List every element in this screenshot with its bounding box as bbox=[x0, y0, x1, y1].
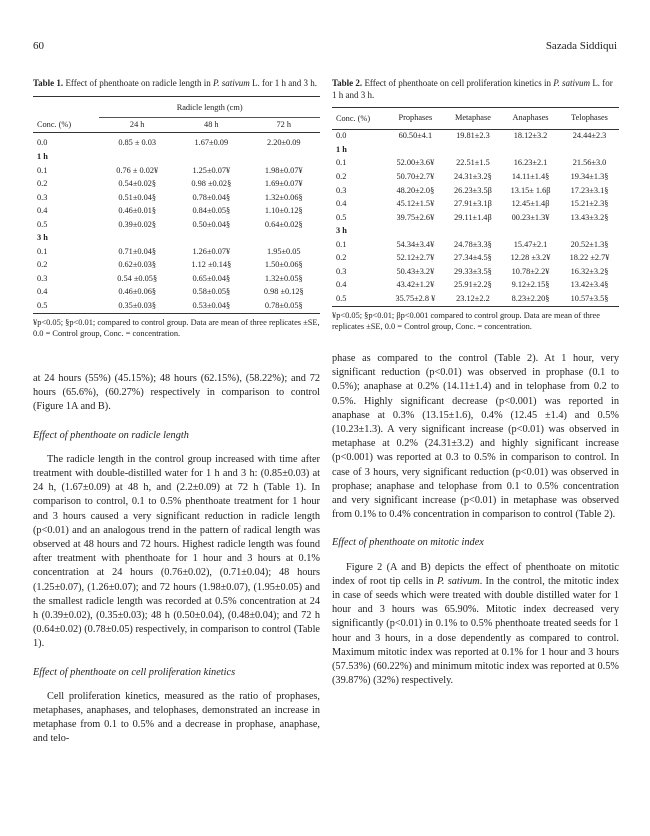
table-row: 0.2 50.70±2.7¥ 24.31±3.2§ 14.11±1.4§ 19.34±1.3§ bbox=[336, 171, 609, 181]
table1-block bbox=[33, 78, 320, 339]
table-row: 0.5 35.75±2.8 ¥ 23.12±2.2 8.23±2.20§ 10.57±3.5§ bbox=[332, 292, 619, 306]
table2-footnote: ¥p<0.05; §p<0.01; βp<0.001 compared to control group. Data are mean of three replicates ±SE, 0.0 = Control group, Conc. = concentration. bbox=[332, 310, 600, 331]
table1-col-conc: Conc. (%) bbox=[37, 119, 72, 129]
table-group-label: 1 h bbox=[37, 151, 48, 161]
table-row: 0.3 48.20±2.0§ 26.23±3.5β 13.15± 1.6β 17.23±3.1§ bbox=[336, 185, 609, 195]
table2-caption: Table 2. Effect of phenthoate on cell proliferation kinetics in P. sativum L. for 1 h and 3 h. bbox=[332, 78, 613, 100]
table-row: 0.4 45.12±1.5¥ 27.91±3.1β 12.45±1.4β 15.21±2.3§ bbox=[336, 199, 609, 209]
paragraph: Cell proliferation kinetics, measured as the ratio of prophases, metaphases, anaphases, and telophases, demonstrated an increase in metaphase from 0.1 to 0.5% and a decrease in prophase, anaphase, and telo- bbox=[33, 690, 320, 745]
table2-col-metaphase: Metaphase bbox=[454, 113, 491, 123]
table-row: 0.5 0.39±0.02§ 0.50±0.04§ 0.64±0.02§ bbox=[37, 219, 303, 229]
table1-col-48: 48 h bbox=[204, 120, 219, 130]
table1-caption: Table 1. Effect of phenthoate on radicle length in P. sativum L. for 1 h and 3 h. bbox=[33, 78, 318, 88]
table-group-label: 3 h bbox=[336, 226, 347, 236]
table1-span-header: Radicle length (cm) bbox=[99, 96, 320, 117]
running-author: Sazada Siddiqui bbox=[545, 40, 617, 52]
page-number: 60 bbox=[33, 40, 44, 52]
table-row: 0.1 52.00±3.6¥ 22.51±1.5 16.23±2.1 21.56±3.0 bbox=[336, 158, 607, 168]
table-row: 0.0 0.85 ± 0.03 1.67±0.09 2.20±0.09 bbox=[37, 138, 301, 148]
table-row: 0.3 0.51±0.04§ 0.78±0.04§ 1.32±0.06§ bbox=[37, 192, 303, 202]
table1-col-24: 24 h bbox=[129, 120, 145, 130]
table2-col-anaphases: Anaphases bbox=[512, 113, 549, 123]
table-row: 0.1 0.71±0.04§ 1.26±0.07¥ 1.95±0.05 bbox=[37, 246, 301, 256]
section-heading-kinetics: Effect of phenthoate on cell proliferation kinetics bbox=[33, 666, 236, 678]
table2 bbox=[332, 107, 619, 306]
paragraph: The radicle length in the control group increased with time after treatment with double-distilled water for 1 h and 3 h: (0.85±0.03) at 24 h, (1.67±0.09) at 48 h, and (2.2±0.09) at 72 h (Table 1). In comparison to control, 0.1 to 0.5% phenthoate treatment for 1 hour and 3 hours caused a very significant reduction in radicle length (p<0.01) and an analogous trend in the pattern of radical length was observed at 48 hours and 72 hours. Highest radicle length was found after treatment with phenthoate for 1 hour and 3 hours at 0.1% concentration at 24 hours (0.76±0.02), (0.71±0.04); 48 hours (1.25±0.07), (1.26±0.07); and 72 hours (1.98±0.07), (1.95±0.05) and the smallest radicle length was recorded at 0.5% concentration at 24 h (0.39±0.02), (0.35±0.03); 48 h (0.50±0.04), (0.48±0.04); and 72 h (0.64±0.02) (0.78±0.05) respectively, in comparison to control (Table 1). bbox=[33, 453, 320, 650]
table-row: 0.1 0.76 ± 0.02¥ 1.25±0.07¥ 1.98±0.07¥ bbox=[37, 165, 303, 175]
table1 bbox=[33, 96, 320, 314]
section-heading-radicle: Effect of phenthoate on radicle length bbox=[33, 429, 189, 441]
table-row: 0.4 0.46±0.06§ 0.58±0.05§ 0.98 ±0.12§ bbox=[37, 287, 304, 297]
table2-col-telophases: Telophases bbox=[571, 113, 608, 123]
paragraph: Figure 2 (A and B) depicts the effect of phenthoate on mitotic index of root tip cells in P. sativum. In the control, the mitotic index in case of seeds which were treated with double distilled water for 1 hour and 3 hours was 65.90%. Mitotic index decreased very significantly (p<0.01) in 0.1% to 0.5% phenthoate treated seeds for 1 hour and 3 hours, in a dose dependently as compared to control. Maximum mitotic index was reported at 0.1% for 1 hour and 3 hours (57.53%) (60.22%) and minimum mitotic index was reported at 0.5% (39.87%) (32%) respectively. bbox=[332, 561, 619, 687]
table-row: 0.5 0.35±0.03§ 0.53±0.04§ 0.78±0.05§ bbox=[33, 299, 320, 313]
paragraph: at 24 hours (55%) (45.15%); 48 hours (62.15%), (58.22%); and 72 hours (65.6%), (60.27%) respectively in comparison to control (Figure 1A and B). bbox=[33, 373, 320, 413]
table-row: 0.5 39.75±2.6¥ 29.11±1.4β 00.23±1.3¥ 13.43±3.2§ bbox=[336, 212, 609, 222]
table-row: 0.2 0.54±0.02§ 0.98 ±0.02§ 1.69±0.07¥ bbox=[37, 179, 303, 189]
table-row: 0.3 50.43±3.2¥ 29.33±3.5§ 10.78±2.2¥ 16.32±3.2§ bbox=[336, 266, 609, 276]
table-row: 0.4 43.42±1.2¥ 25.91±2.2§ 9.12±2.15§ 13.42±3.4§ bbox=[336, 280, 609, 290]
page-header bbox=[33, 40, 617, 56]
table-row: 0.2 52.12±2.7¥ 27.34±4.5§ 12.28 ±3.2¥ 18.22 ±2.7¥ bbox=[336, 253, 610, 263]
table-group-label: 3 h bbox=[37, 233, 48, 243]
left-body-column bbox=[33, 372, 320, 747]
table-group-label: 1 h bbox=[336, 144, 347, 154]
table2-block bbox=[332, 78, 619, 332]
table-row: 0.2 0.62±0.03§ 1.12 ±0.14§ 1.50±0.06§ bbox=[37, 260, 303, 270]
table-row: 0.4 0.46±0.01§ 0.84±0.05§ 1.10±0.12§ bbox=[37, 206, 303, 216]
right-body-column bbox=[332, 352, 619, 688]
table-row: 0.0 60.50±4.1 19.81±2.3 18.12±3.2 24.44±2.3 bbox=[336, 131, 607, 141]
table-row: 0.3 0.54 ±0.05§ 0.65±0.04§ 1.32±0.05§ bbox=[37, 273, 303, 283]
table1-col-72: 72 h bbox=[276, 120, 292, 130]
table1-footnote: ¥p<0.05; §p<0.01; compared to control group. Data are mean of three replicates ±SE, 0.0 = Control group, Conc. = concentration. bbox=[33, 317, 320, 338]
table2-col-conc: Conc. (%) bbox=[336, 114, 371, 124]
paragraph: phase as compared to the control (Table 2). At 1 hour, very significant reduction (p<0.01) was observed in prophase (0.1 to 0.5%); anaphase at 0.2% (14.11±1.4) and in telophase from 0.2 to 0.5%. Highly significant decrease (p<0.001) was reported in anaphase at 0.3% (13.15±1.6), 0.4% (12.45 ±1.4) and 0.5% (10.23±1.3). A very significant increase (p<0.01) was observed in metaphase at 0.2% (24.31±3.2) and highly significant increase (p<0.001) was reported at 0.3 to 0.5% in comparison to control. In case of 3 hours, very significant reduction (p<0.01) was observed in prophase; anaphase and telophase from 0.1 to 0.5% concentration and very significant increase (p<0.01) in metaphase was observed from 0.1% to 0.4% concentration in comparison to control (Table 2). bbox=[332, 353, 619, 521]
table2-col-prophases: Prophases bbox=[398, 113, 433, 123]
table-row: 0.1 54.34±3.4¥ 24.78±3.3§ 15.47±2.1 20.52±1.3§ bbox=[336, 239, 609, 249]
section-heading-mitotic: Effect of phenthoate on mitotic index bbox=[332, 537, 484, 549]
